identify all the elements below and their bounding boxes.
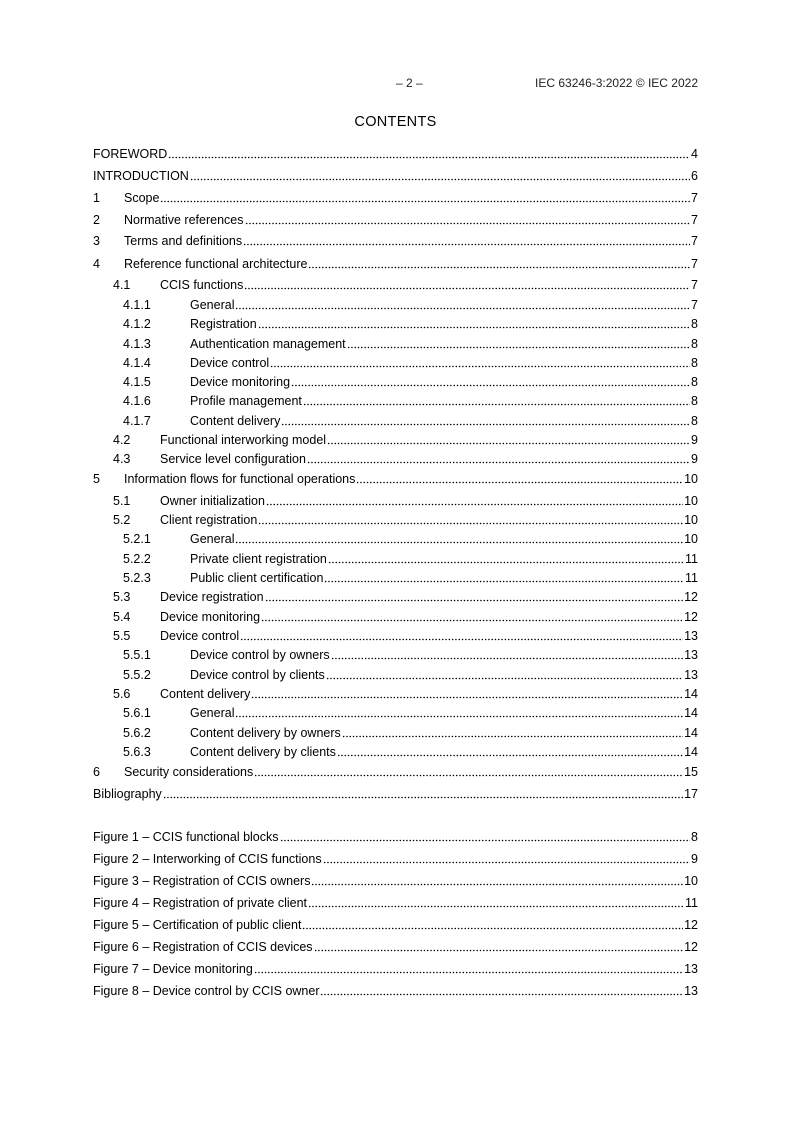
toc-entry-title: Profile management [190, 394, 302, 408]
toc-entry-page: 10 [684, 532, 698, 546]
toc-entry-title: INTRODUCTION [93, 169, 189, 183]
figure-entry[interactable] [93, 873, 698, 889]
page-header [93, 76, 698, 92]
toc-entry[interactable] [93, 786, 698, 802]
toc-entry-page: 14 [684, 706, 698, 720]
toc-entry-number: 5.5.1 [123, 648, 151, 662]
figure-entry-page: 13 [684, 962, 698, 976]
dot-leader [270, 354, 690, 368]
dot-leader [160, 189, 690, 203]
dot-leader [323, 850, 690, 864]
toc-entry-page: 7 [691, 213, 698, 227]
toc-entry-page: 15 [684, 765, 698, 779]
toc-entry-title: Information flows for functional operations [124, 472, 356, 486]
toc-entry[interactable] [93, 413, 698, 429]
toc-entry-number: 5 [93, 472, 100, 486]
toc-entry[interactable] [93, 589, 698, 605]
toc-entry[interactable] [93, 336, 698, 352]
dot-leader [347, 335, 690, 349]
dot-leader [337, 743, 683, 757]
toc-entry-page: 10 [684, 494, 698, 508]
toc-entry-number: 4.1.1 [123, 298, 151, 312]
toc-entry-page: 7 [691, 278, 698, 292]
toc-entry-number: 2 [93, 213, 100, 227]
toc-entry[interactable] [93, 190, 698, 206]
dot-leader [168, 145, 690, 159]
toc-entry-title: Authentication management [190, 337, 346, 351]
toc-entry-page: 14 [684, 687, 698, 701]
toc-entry-page: 12 [684, 590, 698, 604]
toc-entry[interactable] [93, 647, 698, 663]
figure-entry-title: Figure 2 – Interworking of CCIS functions [93, 852, 322, 866]
dot-leader [311, 872, 683, 886]
toc-entry-page: 10 [684, 513, 698, 527]
document-reference: IEC 63246-3:2022 © IEC 2022 [535, 76, 698, 90]
figure-entry-page: 13 [684, 984, 698, 998]
dot-leader [245, 211, 691, 225]
toc-entry-page: 17 [684, 787, 698, 801]
toc-entry-title: Reference functional architecture [124, 257, 308, 271]
toc-entry-title: Device control by owners [190, 648, 330, 662]
toc-entry-title: Device registration [160, 590, 264, 604]
toc-entry[interactable] [93, 531, 698, 547]
dot-leader [342, 724, 683, 738]
dot-leader [235, 704, 683, 718]
toc-entry-title: Content delivery [190, 414, 281, 428]
toc-entry[interactable] [93, 256, 698, 272]
toc-entry[interactable] [93, 168, 698, 184]
toc-entry-number: 4.1.5 [123, 375, 151, 389]
toc-entry-title: Private client registration [190, 552, 327, 566]
toc-entry-page: 7 [691, 191, 698, 205]
figure-entry-page: 9 [691, 852, 698, 866]
dot-leader [291, 373, 690, 387]
toc-entry-title: Content delivery by clients [190, 745, 336, 759]
toc-entry-number: 3 [93, 234, 100, 248]
dot-leader [302, 916, 683, 930]
toc-entry-title: Device monitoring [190, 375, 291, 389]
toc-entry-title: General [190, 298, 235, 312]
figure-entry[interactable] [93, 917, 698, 933]
toc-entry-number: 5.6.3 [123, 745, 151, 759]
toc-entry-title: Registration [190, 317, 257, 331]
toc-entry-title: Functional interworking model [160, 433, 327, 447]
toc-entry-number: 1 [93, 191, 100, 205]
dot-leader [240, 627, 683, 641]
dot-leader [307, 450, 690, 464]
toc-entry-number: 5.6.2 [123, 726, 151, 740]
toc-entry-page: 7 [691, 257, 698, 271]
toc-entry-number: 4.3 [113, 452, 131, 466]
toc-entry-page: 8 [691, 337, 698, 351]
dot-leader [235, 530, 683, 544]
toc-entry-title: CCIS functions [160, 278, 244, 292]
toc-entry-title: Scope [124, 191, 160, 205]
toc-entry-title: Content delivery by owners [190, 726, 341, 740]
toc-entry[interactable] [93, 570, 698, 586]
toc-entry-page: 9 [691, 433, 698, 447]
toc-entry-number: 5.1 [113, 494, 131, 508]
dot-leader [235, 296, 690, 310]
dot-leader [324, 569, 684, 583]
figure-entry-title: Figure 5 – Certification of public client [93, 918, 302, 932]
toc-entry-number: 5.2.3 [123, 571, 151, 585]
figure-entry-title: Figure 7 – Device monitoring [93, 962, 253, 976]
toc-entry-page: 4 [691, 147, 698, 161]
figure-entry-page: 11 [685, 896, 698, 910]
dot-leader [258, 315, 690, 329]
dot-leader [163, 785, 683, 799]
toc-entry[interactable] [93, 212, 698, 228]
toc-entry-title: General [190, 706, 235, 720]
toc-entry-number: 5.6 [113, 687, 131, 701]
dot-leader [356, 470, 683, 484]
toc-entry-page: 8 [691, 317, 698, 331]
figure-entry-title: Figure 1 – CCIS functional blocks [93, 830, 279, 844]
toc-entry[interactable] [93, 355, 698, 371]
toc-entry[interactable] [93, 471, 698, 487]
toc-entry-page: 14 [684, 726, 698, 740]
toc-entry-title: Service level configuration [160, 452, 306, 466]
toc-entry-page: 13 [684, 648, 698, 662]
toc-entry[interactable] [93, 451, 698, 467]
toc-entry-page: 11 [685, 552, 698, 566]
toc-entry-title: General [190, 532, 235, 546]
toc-entry-number: 4.1.6 [123, 394, 151, 408]
dot-leader [331, 646, 683, 660]
dot-leader [244, 276, 690, 290]
toc-entry-number: 5.3 [113, 590, 131, 604]
toc-entry-page: 8 [691, 394, 698, 408]
dot-leader [308, 894, 684, 908]
page-number: – 2 – [396, 76, 423, 90]
toc-entry-number: 4.1.4 [123, 356, 151, 370]
toc-entry[interactable] [93, 609, 698, 625]
toc-entry-number: 5.4 [113, 610, 131, 624]
dot-leader [261, 608, 683, 622]
toc-entry-title: Device control [160, 629, 240, 643]
toc-entry[interactable] [93, 374, 698, 390]
figure-entry-page: 8 [691, 830, 698, 844]
toc-entry-number: 5.2.1 [123, 532, 151, 546]
dot-leader [303, 392, 690, 406]
toc-entry-title: Security considerations [124, 765, 254, 779]
toc-entry-title: Device monitoring [160, 610, 261, 624]
toc-entry-page: 13 [684, 629, 698, 643]
toc-entry-page: 14 [684, 745, 698, 759]
toc-entry[interactable] [93, 393, 698, 409]
figure-entry[interactable] [93, 829, 698, 845]
dot-leader [328, 550, 684, 564]
toc-entry-page: 8 [691, 356, 698, 370]
toc-entry-page: 12 [684, 610, 698, 624]
dot-leader [266, 492, 683, 506]
toc-entry-title: Client registration [160, 513, 258, 527]
figure-entry-title: Figure 8 – Device control by CCIS owner [93, 984, 320, 998]
toc-entry[interactable] [93, 297, 698, 313]
toc-entry-title: Bibliography [93, 787, 162, 801]
toc-entry-number: 4.1 [113, 278, 131, 292]
toc-entry[interactable] [93, 512, 698, 528]
toc-entry-title: Device control by clients [190, 668, 325, 682]
dot-leader [251, 685, 683, 699]
dot-leader [190, 167, 690, 181]
toc-entry-page: 7 [691, 298, 698, 312]
toc-entry-page: 8 [691, 414, 698, 428]
toc-entry-page: 6 [691, 169, 698, 183]
toc-entry-title: Device control [190, 356, 270, 370]
figure-entry-title: Figure 3 – Registration of CCIS owners [93, 874, 311, 888]
toc-entry[interactable] [93, 725, 698, 741]
toc-entry-page: 10 [684, 472, 698, 486]
dot-leader [308, 255, 690, 269]
figure-entry-page: 10 [684, 874, 698, 888]
dot-leader [280, 828, 691, 842]
dot-leader [254, 763, 683, 777]
toc-entry[interactable] [93, 628, 698, 644]
toc-entry-number: 4.2 [113, 433, 131, 447]
figure-entry-title: Figure 4 – Registration of private client [93, 896, 307, 910]
figure-entry[interactable] [93, 983, 698, 999]
toc-entry[interactable] [93, 316, 698, 332]
toc-entry-title: Owner initialization [160, 494, 265, 508]
toc-entry-title: Public client certification [190, 571, 324, 585]
toc-entry-page: 7 [691, 234, 698, 248]
toc-entry[interactable] [93, 277, 698, 293]
figure-entry[interactable] [93, 961, 698, 977]
dot-leader [254, 960, 683, 974]
toc-entry-page: 8 [691, 375, 698, 389]
dot-leader [265, 588, 684, 602]
toc-entry[interactable] [93, 432, 698, 448]
toc-entry-number: 4 [93, 257, 100, 271]
toc-entry-number: 4.1.2 [123, 317, 151, 331]
toc-entry[interactable] [93, 551, 698, 567]
toc-entry-number: 5.5 [113, 629, 131, 643]
toc-entry-page: 13 [684, 668, 698, 682]
toc-entry[interactable] [93, 233, 698, 249]
dot-leader [320, 982, 683, 996]
figure-entry-page: 12 [684, 918, 698, 932]
dot-leader [327, 431, 690, 445]
figure-entry[interactable] [93, 851, 698, 867]
dot-leader [326, 666, 683, 680]
toc-entry[interactable] [93, 744, 698, 760]
toc-entry-number: 5.5.2 [123, 668, 151, 682]
toc-entry-page: 11 [685, 571, 698, 585]
toc-entry[interactable] [93, 667, 698, 683]
toc-entry-title: FOREWORD [93, 147, 168, 161]
toc-entry-number: 4.1.7 [123, 414, 151, 428]
toc-entry-number: 4.1.3 [123, 337, 151, 351]
toc-entry[interactable] [93, 705, 698, 721]
toc-entry-number: 6 [93, 765, 100, 779]
figure-entry[interactable] [93, 895, 698, 911]
dot-leader [281, 412, 690, 426]
dot-leader [258, 511, 683, 525]
toc-entry-number: 5.2 [113, 513, 131, 527]
toc-entry[interactable] [93, 764, 698, 780]
toc-entry[interactable] [93, 493, 698, 509]
toc-entry-page: 9 [691, 452, 698, 466]
toc-entry-title: Content delivery [160, 687, 251, 701]
toc-entry-number: 5.2.2 [123, 552, 151, 566]
figure-entry-page: 12 [684, 940, 698, 954]
toc-entry-number: 5.6.1 [123, 706, 151, 720]
contents-title: CONTENTS [354, 114, 437, 130]
dot-leader [314, 938, 684, 952]
figure-entry-title: Figure 6 – Registration of CCIS devices [93, 940, 313, 954]
toc-entry[interactable] [93, 146, 698, 162]
toc-entry[interactable] [93, 686, 698, 702]
figure-entry[interactable] [93, 939, 698, 955]
toc-entry-title: Normative references [124, 213, 244, 227]
toc-entry-title: Terms and definitions [124, 234, 243, 248]
dot-leader [243, 232, 690, 246]
